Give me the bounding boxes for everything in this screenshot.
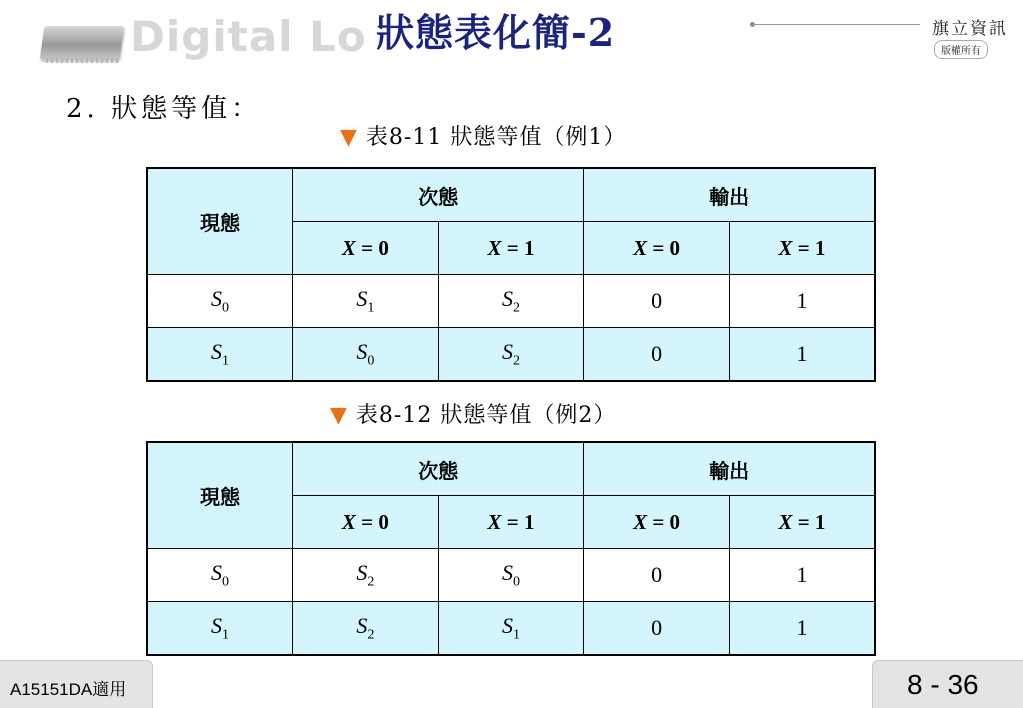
section-heading: 2. 狀態等值： <box>66 94 262 124</box>
present-state-header: 現態 <box>147 168 293 275</box>
table-row <box>147 328 875 382</box>
next-state-cell: $S_0$ <box>438 549 584 602</box>
input-column-header: X = 1 <box>438 222 584 275</box>
next-state-cell: $S_1$ <box>438 602 584 656</box>
output-header: 輸出 <box>584 168 875 222</box>
output-cell: 0 <box>584 602 730 656</box>
output-header: 輸出 <box>584 442 875 496</box>
input-column-header: X = 1 <box>438 496 584 549</box>
triangle-down-icon: ▼ <box>340 125 358 150</box>
table-caption-1 <box>340 120 626 151</box>
course-code: A15151DA適用 <box>10 680 127 699</box>
output-cell: 1 <box>729 602 875 656</box>
input-column-header: X = 1 <box>729 496 875 549</box>
state-table-1 <box>146 167 876 382</box>
table-row <box>147 549 875 602</box>
copyright-note: 版權所有 <box>934 40 988 59</box>
next-state-cell: $S_2$ <box>293 549 439 602</box>
state-table-2 <box>146 441 876 656</box>
output-cell: 0 <box>584 275 730 328</box>
publisher-logo <box>916 10 1012 62</box>
caption-text: 表8-11 狀態等值（例1） <box>365 125 627 150</box>
publisher-name: 旗立資訊 <box>932 19 1008 39</box>
chip-graphic <box>40 26 125 60</box>
triangle-down-icon: ▼ <box>330 403 348 428</box>
input-column-header: X = 0 <box>293 222 439 275</box>
output-cell: 0 <box>584 328 730 382</box>
output-cell: 1 <box>729 549 875 602</box>
next-state-cell: $S_2$ <box>438 275 584 328</box>
next-state-cell: $S_2$ <box>293 602 439 656</box>
table-row <box>147 602 875 656</box>
next-state-cell: $S_0$ <box>293 328 439 382</box>
footer-page-tab <box>872 660 1023 708</box>
footer-course-tab <box>0 660 153 708</box>
slide-title: 狀態表化簡-2 <box>376 10 616 55</box>
present-state-cell: $S_0$ <box>147 549 293 602</box>
input-column-header: X = 0 <box>293 496 439 549</box>
input-column-header: X = 0 <box>584 496 730 549</box>
header-watermark: Digital Lo <box>130 12 367 61</box>
output-cell: 1 <box>729 328 875 382</box>
chip-pins-graphic <box>46 58 120 63</box>
decoration-line <box>752 24 920 25</box>
present-state-cell: $S_0$ <box>147 275 293 328</box>
next-state-cell: $S_2$ <box>438 328 584 382</box>
caption-text: 表8-12 狀態等值（例2） <box>355 403 617 428</box>
present-state-cell: $S_1$ <box>147 328 293 382</box>
output-cell: 0 <box>584 549 730 602</box>
table-caption-2 <box>330 398 616 429</box>
next-state-header: 次態 <box>293 168 584 222</box>
present-state-header: 現態 <box>147 442 293 549</box>
input-column-header: X = 1 <box>729 222 875 275</box>
output-cell: 1 <box>729 275 875 328</box>
next-state-header: 次態 <box>293 442 584 496</box>
page-number: 8 - 36 <box>907 669 979 700</box>
table-row <box>147 275 875 328</box>
next-state-cell: $S_1$ <box>293 275 439 328</box>
input-column-header: X = 0 <box>584 222 730 275</box>
present-state-cell: $S_1$ <box>147 602 293 656</box>
